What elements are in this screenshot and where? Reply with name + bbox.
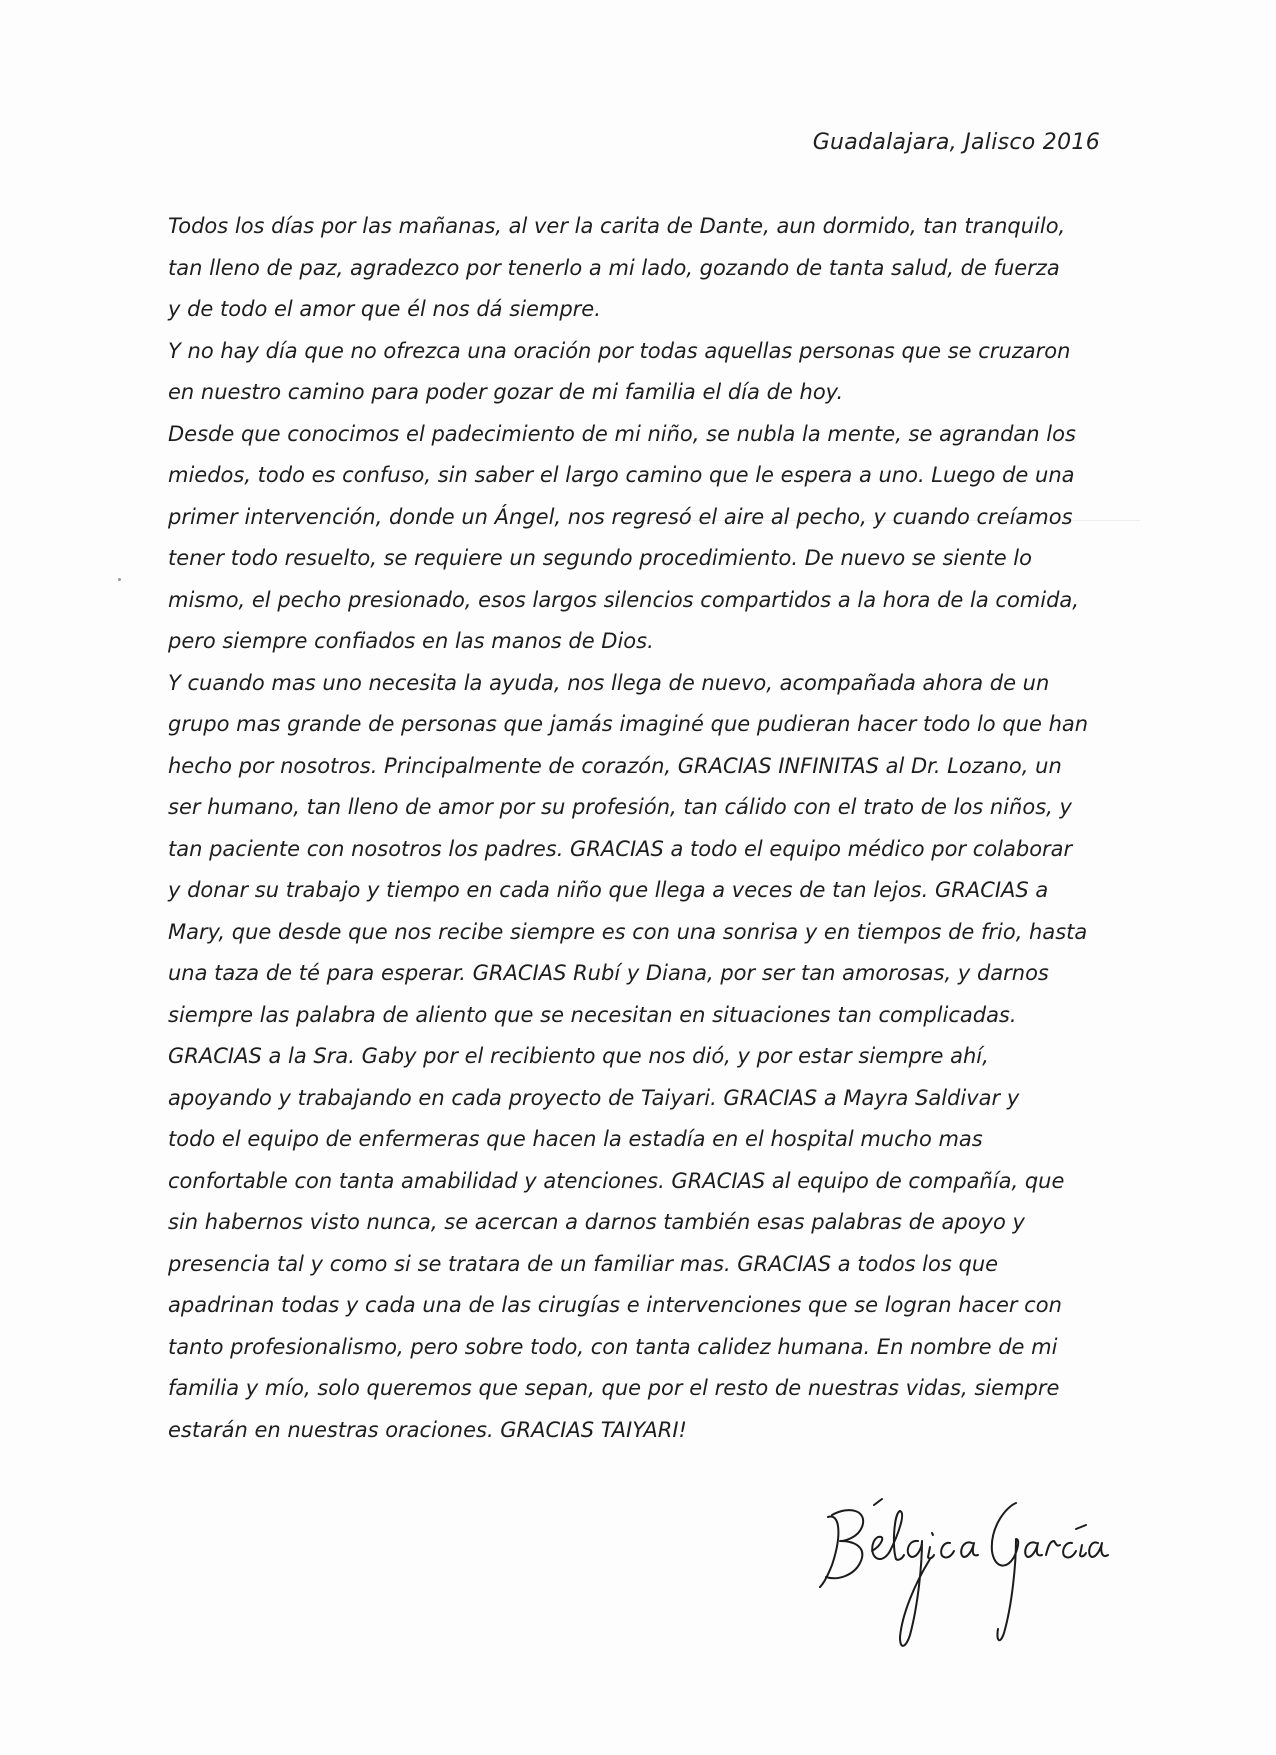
letter-line: y de todo el amor que él nos dá siempre. [168, 297, 601, 321]
letter-line: confortable con tanta amabilidad y atenciones. GRACIAS al equipo de compañía, que [168, 1168, 1065, 1193]
letter-line: presencia tal y como si se tratara de un familiar mas. GRACIAS a todos los que [168, 1251, 999, 1276]
letter-line: tan lleno de paz, agradezco por tenerlo a mi lado, gozando de tanta salud, de fuerza [168, 255, 1060, 280]
letter-line: tanto profesionalismo, pero sobre todo, con tanta calidez humana. En nombre de mi [168, 1334, 1058, 1359]
letter-line: GRACIAS a la Sra. Gaby por el recibiento que nos dió, y por estar siempre ahí, [168, 1044, 989, 1068]
letter-line: pero siempre confiados en las manos de Dios. [168, 629, 654, 653]
letter-line: Mary, que desde que nos recibe siempre es con una sonrisa y en tiempos de frio, hasta [168, 919, 1088, 944]
letter-line: hecho por nosotros. Principalmente de corazón, GRACIAS INFINITAS al Dr. Lozano, un [168, 753, 1062, 778]
letter-line: siempre las palabra de aliento que se necesitan en situaciones tan complicadas. [168, 1002, 1017, 1027]
letter-line: Y no hay día que no ofrezca una oración por todas aquellas personas que se cruzaron [168, 338, 1071, 363]
letter-line: apadrinan todas y cada una de las cirugías e intervenciones que se logran hacer con [168, 1293, 1062, 1317]
letter-line: estarán en nuestras oraciones. GRACIAS TAIYARI! [168, 1417, 687, 1442]
letter-line: Todos los días por las mañanas, al ver la carita de Dante, aun dormido, tan tranquilo, [168, 214, 1066, 238]
letter-line: primer intervención, donde un Ángel, nos regresó el aire al pecho, y cuando creíamos [168, 504, 1073, 529]
letter-line: todo el equipo de enfermeras que hacen la estadía en el hospital mucho mas [168, 1127, 983, 1151]
letter-line: familia y mío, solo queremos que sepan, que por el resto de nuestras vidas, siempre [168, 1376, 1060, 1400]
letter-line: en nuestro camino para poder gozar de mi familia el día de hoy. [168, 380, 844, 404]
letter-line: tener todo resuelto, se requiere un segundo procedimiento. De nuevo se siente lo [168, 546, 1032, 570]
letter-line: apoyando y trabajando en cada proyecto de Taiyari. GRACIAS a Mayra Saldivar y [168, 1085, 1020, 1110]
letter-line: una taza de té para esperar. GRACIAS Rubí y Diana, por ser tan amorosas, y darnos [168, 961, 1049, 985]
letter-line: y donar su trabajo y tiempo en cada niño que llega a veces de tan lejos. GRACIAS a [168, 878, 1049, 902]
date-place: Guadalajara, Jalisco 2016 [812, 130, 1100, 155]
letter-body [168, 206, 1108, 1451]
letter-line: mismo, el pecho presionado, esos largos silencios compartidos a la hora de la comida, [168, 587, 1079, 612]
letter-line: sin habernos visto nunca, se acercan a darnos también esas palabras de apoyo y [168, 1210, 1025, 1234]
letter-line: grupo mas grande de personas que jamás imaginé que pudieran hacer todo lo que han [168, 712, 1089, 736]
letter-line: ser humano, tan lleno de amor por su profesión, tan cálido con el trato de los niños, y [168, 795, 1072, 819]
scan-speck [118, 578, 121, 581]
letter-line: Desde que conocimos el padecimiento de mi niño, se nubla la mente, se agrandan los [168, 421, 1076, 446]
letter-line: miedos, todo es confuso, sin saber el largo camino que le espera a uno. Luego de una [168, 463, 1075, 487]
letter-line: Y cuando mas uno necesita la ayuda, nos llega de nuevo, acompañada ahora de un [168, 670, 1050, 695]
letter-line: tan paciente con nosotros los padres. GRACIAS a todo el equipo médico por colaborar [168, 836, 1073, 861]
handwritten-signature [810, 1455, 1110, 1675]
